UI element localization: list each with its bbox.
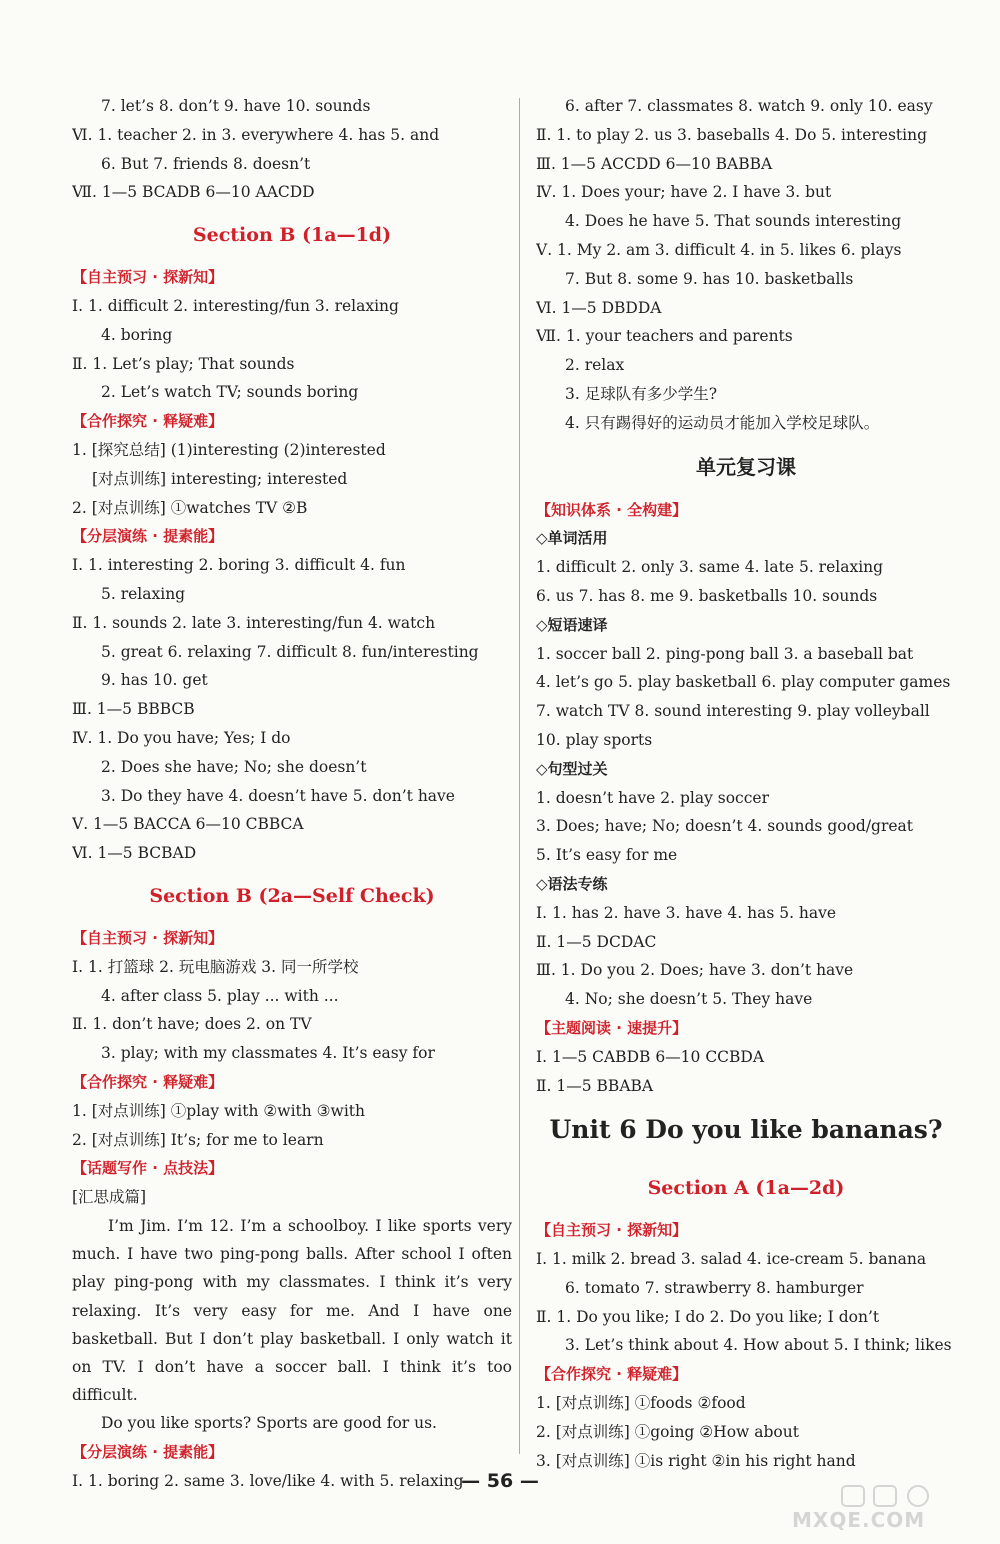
answer-line: 6. But 7. friends 8. doesn’t [101, 154, 311, 173]
answer-line: 1. [对点训练] ①play with ②with ③with [72, 1101, 365, 1120]
answer-line: 6. us 7. has 8. me 9. basketballs 10. sounds [536, 586, 878, 605]
unit-title: Unit 6 Do you like bananas? [549, 1115, 943, 1145]
answer-line: Ⅴ. 1—5 BACCA 6—10 CBBCA [72, 815, 304, 834]
answer-line: Ⅱ. 1. Do you like; I do 2. Do you like; I don’t [536, 1307, 880, 1326]
section-label: 【合作探究 · 释疑难】 [536, 1365, 688, 1384]
answer-line: [汇思成篇] [72, 1188, 147, 1207]
page-number: — 56 — [461, 1470, 539, 1492]
answer-line: 7. But 8. some 9. has 10. basketballs [565, 269, 854, 288]
section-label: 【自主预习 · 探新知】 [72, 268, 224, 287]
section-label: 【分层演练 · 提素能】 [72, 1443, 224, 1462]
section-label: 【分层演练 · 提素能】 [72, 527, 224, 546]
answer-line: 5. great 6. relaxing 7. difficult 8. fun/interesting [101, 642, 479, 661]
answer-line: Ⅰ. 1. interesting 2. boring 3. difficult 4. fun [72, 556, 406, 575]
answer-line: 4. after class 5. play ... with ... [101, 986, 339, 1005]
answer-line: 1. doesn’t have 2. play soccer [536, 788, 769, 807]
answer-line: 1. difficult 2. only 3. same 4. late 5. relaxing [536, 558, 884, 577]
section-label: 【合作探究 · 释疑难】 [72, 1072, 224, 1091]
answer-line: 2. [对点训练] ①watches TV ②B [72, 498, 308, 517]
watermark [782, 1484, 988, 1536]
answer-line: Ⅰ. 1. has 2. have 3. have 4. has 5. have [536, 903, 837, 922]
answer-line: Ⅰ. 1. boring 2. same 3. love/like 4. with 5. relaxing [72, 1471, 464, 1490]
answer-line: Ⅶ. 1—5 BCADB 6—10 AACDD [72, 183, 315, 202]
answer-line: 1. [对点训练] ①foods ②food [536, 1394, 746, 1413]
answer-line: 2. Let’s watch TV; sounds boring [101, 383, 359, 402]
answer-line: 5. It’s easy for me [536, 846, 678, 865]
answer-line: Ⅱ. 1. sounds 2. late 3. interesting/fun 4. watch [72, 613, 436, 632]
writing-paragraph: I’m Jim. I’m 12. I’m a schoolboy. I like sports very much. I have two ping-pong balls. After school I often play ping-pong with my classmates. I think it’s very relaxing. It’s very easy for me. And I have one basketball. But I don’t play basketball. I only watch it on TV. I don’t have a soccer ball. I think it’s too difficult. [72, 1216, 512, 1405]
answer-line: Ⅰ. 1. milk 2. bread 3. salad 4. ice-cream 5. banana [536, 1250, 927, 1269]
section-label: 【主题阅读 · 速提升】 [536, 1018, 688, 1037]
column-divider [519, 98, 520, 1454]
answer-line: Ⅳ. 1. Does your; have 2. I have 3. but [536, 183, 832, 202]
answer-line: 3. 足球队有多少学生? [565, 384, 718, 403]
watermark-text: MXQE.COM [792, 1508, 926, 1532]
answer-line: Ⅱ. 1—5 DCDAC [536, 932, 657, 951]
answer-line: 4. boring [101, 325, 173, 344]
subsection-label: ◇语法专练 [536, 874, 608, 893]
review-heading: 单元复习课 [696, 454, 796, 479]
answer-line: Ⅲ. 1—5 ACCDD 6—10 BABBA [536, 154, 773, 173]
answer-line: 7. watch TV 8. sound interesting 9. play volleyball [536, 702, 930, 721]
section-label: 【合作探究 · 释疑难】 [72, 412, 224, 431]
answer-line: 10. play sports [536, 730, 653, 749]
watermark-logo-icon [782, 1484, 988, 1508]
section-label: 【自主预习 · 探新知】 [536, 1221, 688, 1240]
answer-line: Ⅲ. 1. Do you 2. Does; have 3. don’t have [536, 961, 854, 980]
subsection-label: ◇短语速译 [536, 615, 608, 634]
answer-line: [对点训练] interesting; interested [92, 469, 348, 488]
right-column [536, 92, 956, 1475]
answer-line: 3. Let’s think about 4. How about 5. I think; likes [565, 1336, 952, 1355]
answer-line: 6. tomato 7. strawberry 8. hamburger [565, 1278, 864, 1297]
answer-line: Ⅴ. 1. My 2. am 3. difficult 4. in 5. likes 6. plays [536, 240, 902, 259]
answer-line: 1. [探究总结] (1)interesting (2)interested [72, 440, 386, 459]
answer-line: 5. relaxing [101, 584, 186, 603]
answer-line: 3. Does; have; No; doesn’t 4. sounds good/great [536, 817, 914, 836]
answer-line: Ⅶ. 1. your teachers and parents [536, 327, 793, 346]
answer-line: 7. let’s 8. don’t 9. have 10. sounds [101, 97, 371, 115]
answer-line: 3. play; with my classmates 4. It’s easy for [101, 1044, 435, 1063]
answer-line: Ⅱ. 1. to play 2. us 3. baseballs 4. Do 5. interesting [536, 125, 928, 144]
answer-line: 2. relax [565, 356, 625, 375]
answer-line: Ⅰ. 1. difficult 2. interesting/fun 3. relaxing [72, 296, 399, 315]
answer-line: Do you like sports? Sports are good for us. [101, 1414, 437, 1433]
answer-line: Ⅱ. 1—5 BBABA [536, 1076, 654, 1095]
answer-line: Ⅳ. 1. Do you have; Yes; I do [72, 728, 291, 747]
answer-line: Ⅲ. 1—5 BBBCB [72, 700, 195, 719]
answer-line: Ⅰ. 1—5 CABDB 6—10 CCBDA [536, 1047, 765, 1066]
answer-line: 3. Do they have 4. doesn’t have 5. don’t have [101, 786, 455, 805]
answer-line: Ⅵ. 1—5 BCBAD [72, 844, 197, 863]
section-heading: Section A (1a—2d) [647, 1177, 845, 1200]
answer-line: Ⅱ. 1. don’t have; does 2. on TV [72, 1015, 312, 1034]
section-label: 【自主预习 · 探新知】 [72, 928, 224, 947]
answer-line: 2. [对点训练] It’s; for me to learn [72, 1130, 324, 1149]
section-heading: Section B (1a—1d) [192, 224, 392, 247]
answer-line: 2. Does she have; No; she doesn’t [101, 757, 367, 776]
answer-line: Ⅵ. 1. teacher 2. in 3. everywhere 4. has 5. and [72, 125, 440, 144]
answer-line: Ⅱ. 1. Let’s play; That sounds [72, 354, 295, 373]
section-label: 【知识体系 · 全构建】 [536, 500, 688, 519]
answer-line: 2. [对点训练] ①going ②How about [536, 1422, 799, 1441]
answer-line: Ⅰ. 1. 打篮球 2. 玩电脑游戏 3. 同一所学校 [72, 957, 359, 976]
answer-line: 4. 只有踢得好的运动员才能加入学校足球队。 [565, 413, 880, 432]
left-column [72, 92, 512, 1496]
answer-line: 9. has 10. get [101, 671, 208, 690]
answer-line: 4. let’s go 5. play basketball 6. play computer games [536, 673, 951, 692]
answer-line: 1. soccer ball 2. ping-pong ball 3. a baseball bat [536, 644, 914, 663]
section-heading: Section B (2a—Self Check) [149, 884, 435, 907]
answer-line: 6. after 7. classmates 8. watch 9. only 10. easy [565, 97, 933, 115]
answer-line: 4. No; she doesn’t 5. They have [565, 990, 813, 1009]
section-label: 【话题写作 · 点技法】 [72, 1159, 224, 1178]
subsection-label: ◇句型过关 [536, 759, 608, 778]
answer-line: 3. [对点训练] ①is right ②in his right hand [536, 1451, 856, 1470]
answer-line: Ⅵ. 1—5 DBDDA [536, 298, 662, 317]
subsection-label: ◇单词活用 [536, 529, 608, 548]
answer-line: 4. Does he have 5. That sounds interesting [565, 212, 902, 231]
